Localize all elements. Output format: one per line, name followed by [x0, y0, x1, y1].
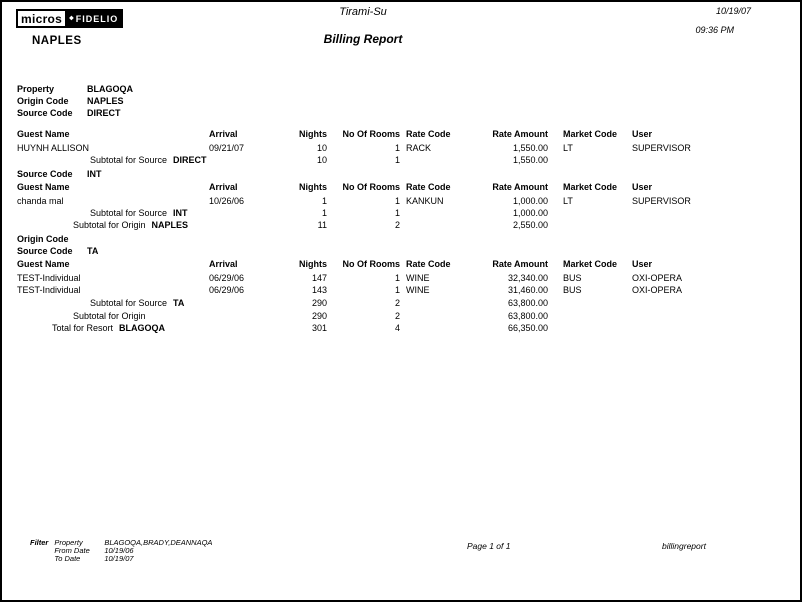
subtotal-rate-amount: 63,800.00	[507, 311, 548, 321]
subtotal-source-label	[90, 298, 184, 309]
col-rate-code: Rate Code	[406, 259, 451, 269]
source-code-row	[2, 169, 800, 181]
property-name-header: NAPLES	[32, 35, 82, 47]
subtotal-origin-code: NAPLES	[151, 220, 189, 230]
column-header-row	[2, 129, 800, 141]
col-arrival: Arrival	[209, 259, 238, 269]
rate-amount: 1,550.00	[512, 143, 548, 153]
filter-from-date-value: 10/19/06	[104, 546, 134, 555]
col-rate-amount: Rate Amount	[492, 182, 548, 192]
micros-logo-text: micros	[16, 9, 67, 28]
source-code-label: Source Code	[17, 246, 73, 256]
subtotal-source-code: TA	[173, 298, 185, 308]
subtotal-origin-text: Subtotal for Origin	[73, 311, 146, 321]
nights: 10	[316, 143, 327, 153]
rooms: 1	[394, 285, 400, 295]
guest-name: TEST-Individual	[17, 273, 81, 283]
col-rate-code: Rate Code	[406, 129, 451, 139]
subtotal-rate-amount: 63,800.00	[507, 298, 548, 308]
col-nights: Nights	[299, 129, 327, 139]
total-resort-code: BLAGOQA	[119, 323, 166, 333]
total-resort-label	[52, 323, 165, 334]
source-code-label: Source Code	[17, 169, 73, 179]
subtotal-rooms: 2	[394, 311, 400, 321]
rate-code: WINE	[406, 285, 430, 295]
origin-code-row	[2, 234, 800, 246]
col-market-code: Market Code	[563, 182, 618, 192]
origin-code-value: NAPLES	[87, 96, 124, 106]
market-code: BUS	[563, 285, 582, 295]
rooms: 1	[394, 196, 400, 206]
fidelio-label: FIDELIO	[75, 13, 119, 24]
subtotal-origin-text: Subtotal for Origin	[73, 220, 146, 230]
rate-code: RACK	[406, 143, 432, 153]
report-file-name: billingreport	[662, 541, 706, 551]
nights: 143	[311, 285, 327, 295]
report-time: 09:36 PM	[695, 25, 734, 35]
col-rate-amount: Rate Amount	[492, 129, 548, 139]
filter-label: Filter	[30, 538, 49, 547]
subtotal-rooms: 2	[394, 298, 400, 308]
col-rate-amount: Rate Amount	[492, 259, 548, 269]
col-guest-name: Guest Name	[17, 259, 70, 269]
market-code: LT	[563, 196, 573, 206]
user: SUPERVISOR	[632, 196, 691, 206]
user: OXI-OPERA	[632, 285, 683, 295]
origin-code-row	[2, 96, 800, 108]
source-code-value: TA	[87, 246, 99, 256]
report-name: Billing Report	[323, 32, 403, 46]
subtotal-source-label	[90, 155, 207, 166]
subtotal-rooms: 1	[394, 208, 400, 218]
col-nights: Nights	[299, 259, 327, 269]
report-date: 10/19/07	[715, 6, 751, 16]
col-user: User	[632, 259, 653, 269]
source-code-row	[2, 246, 800, 258]
market-code: BUS	[563, 273, 582, 283]
subtotal-nights: 1	[321, 208, 327, 218]
rate-amount: 1,000.00	[512, 196, 548, 206]
rooms: 1	[394, 273, 400, 283]
source-code-row	[2, 108, 800, 120]
source-code-value: DIRECT	[87, 108, 121, 118]
arrival: 06/29/06	[209, 285, 245, 295]
origin-code-label: Origin Code	[17, 234, 69, 244]
nights: 1	[321, 196, 327, 206]
guest-row	[2, 143, 800, 155]
subtotal-source-text: Subtotal for Source	[90, 208, 168, 218]
page-number: Page 1 of 1	[467, 541, 511, 551]
filter-property-value: BLAGOQA,BRADY,DEANNAQA	[104, 538, 213, 547]
col-arrival: Arrival	[209, 129, 238, 139]
user: SUPERVISOR	[632, 143, 691, 153]
total-resort-text: Total for Resort	[52, 323, 114, 333]
hotel-report-title: Tirami-Su	[339, 6, 387, 18]
subtotal-nights: 290	[311, 311, 327, 321]
col-user: User	[632, 182, 653, 192]
filter-list	[54, 539, 212, 563]
rate-code: KANKUN	[406, 196, 444, 206]
subtotal-source-text: Subtotal for Source	[90, 298, 168, 308]
subtotal-nights: 11	[317, 220, 327, 230]
subtotal-rooms: 2	[394, 220, 400, 230]
subtotal-origin-label	[73, 311, 152, 322]
total-rooms: 4	[394, 323, 400, 333]
subtotal-source-text: Subtotal for Source	[90, 155, 168, 165]
arrival: 09/21/07	[209, 143, 245, 153]
subtotal-origin-row	[2, 220, 800, 232]
col-guest-name: Guest Name	[17, 182, 70, 192]
arrival: 06/29/06	[209, 273, 245, 283]
column-header-row	[2, 259, 800, 271]
property-row	[2, 84, 800, 96]
col-rooms: No Of Rooms	[342, 129, 400, 139]
total-nights: 301	[311, 323, 327, 333]
nights: 147	[311, 273, 327, 283]
property-label: Property	[17, 84, 55, 94]
subtotal-origin-label	[73, 220, 188, 231]
col-user: User	[632, 129, 653, 139]
subtotal-source-row	[2, 298, 800, 310]
subtotal-source-code: DIRECT	[173, 155, 207, 165]
source-code-value: INT	[87, 169, 102, 179]
guest-row	[2, 196, 800, 208]
guest-row	[2, 285, 800, 297]
subtotal-source-row	[2, 155, 800, 167]
property-value: BLAGOQA	[87, 84, 133, 94]
subtotal-rate-amount: 2,550.00	[512, 220, 548, 230]
guest-row	[2, 273, 800, 285]
total-resort-row	[2, 323, 800, 335]
rate-amount: 32,340.00	[507, 273, 548, 283]
col-market-code: Market Code	[563, 259, 618, 269]
filter-block	[30, 539, 212, 563]
subtotal-nights: 290	[311, 298, 327, 308]
filter-to-date-value: 10/19/07	[104, 554, 134, 563]
source-code-label: Source Code	[17, 108, 73, 118]
diamond-icon: ◆	[69, 15, 75, 22]
origin-code-label: Origin Code	[17, 96, 69, 106]
subtotal-source-label	[90, 208, 188, 219]
col-rooms: No Of Rooms	[342, 182, 400, 192]
col-guest-name: Guest Name	[17, 129, 70, 139]
subtotal-source-row	[2, 208, 800, 220]
column-header-row	[2, 182, 800, 194]
rooms: 1	[394, 143, 400, 153]
col-rooms: No Of Rooms	[342, 259, 400, 269]
total-rate-amount: 66,350.00	[507, 323, 548, 333]
guest-name: chanda mal	[17, 196, 64, 206]
filter-from-date-label: From Date	[54, 546, 90, 555]
guest-name: HUYNH ALLISON	[17, 143, 90, 153]
rate-amount: 31,460.00	[507, 285, 548, 295]
col-market-code: Market Code	[563, 129, 618, 139]
user: OXI-OPERA	[632, 273, 683, 283]
market-code: LT	[563, 143, 573, 153]
subtotal-origin-row	[2, 311, 800, 323]
filter-property-label: Property	[54, 538, 83, 547]
arrival: 10/26/06	[209, 196, 245, 206]
subtotal-rate-amount: 1,000.00	[512, 208, 548, 218]
col-rate-code: Rate Code	[406, 182, 451, 192]
col-nights: Nights	[299, 182, 327, 192]
guest-name: TEST-Individual	[17, 285, 81, 295]
col-arrival: Arrival	[209, 182, 238, 192]
rate-code: WINE	[406, 273, 430, 283]
subtotal-rate-amount: 1,550.00	[512, 155, 548, 165]
filter-to-date-label: To Date	[54, 554, 81, 563]
subtotal-rooms: 1	[394, 155, 400, 165]
subtotal-nights: 10	[316, 155, 327, 165]
subtotal-source-code: INT	[173, 208, 188, 218]
